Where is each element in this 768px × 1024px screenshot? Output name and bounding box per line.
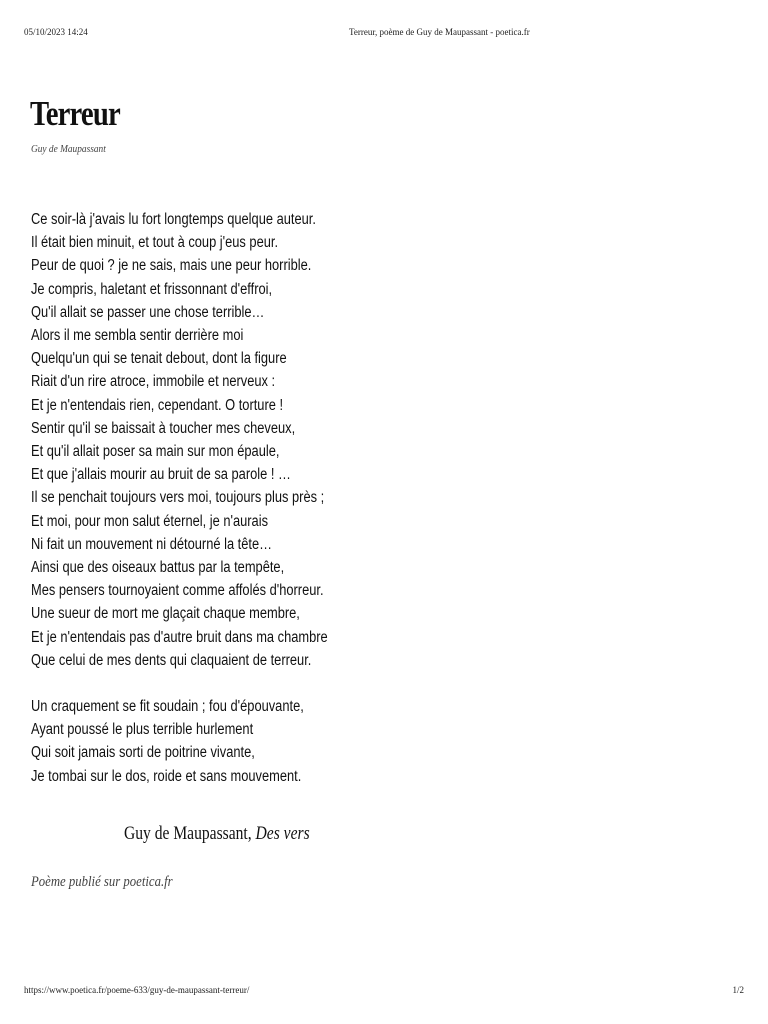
print-page-number: 1/2: [732, 985, 744, 995]
poem-title: Terreur: [30, 94, 120, 133]
verse: Et que j'allais mourir au bruit de sa parole ! …: [31, 466, 291, 484]
verse: Je tombai sur le dos, roide et sans mouvement.: [31, 767, 302, 785]
verse: Et qu'il allait poser sa main sur mon épaule,: [31, 443, 280, 461]
attribution-author[interactable]: Guy de Maupassant: [124, 823, 248, 844]
verse: Et moi, pour mon salut éternel, je n'aurais: [31, 512, 269, 530]
verse: Il était bien minuit, et tout à coup j'eus peur.: [31, 234, 279, 252]
verse: Sentir qu'il se baissait à toucher mes cheveux,: [31, 419, 296, 437]
verse: Je compris, haletant et frissonnant d'effroi,: [31, 280, 273, 298]
verse: Riait d'un rire atroce, immobile et nerveux :: [31, 373, 276, 391]
stanza-1: [31, 208, 328, 672]
verse: Ni fait un mouvement ni détourné la tête…: [31, 535, 272, 553]
verse: Qu'il allait se passer une chose terrible…: [31, 303, 265, 321]
print-date: 05/10/2023 14:24: [24, 27, 88, 37]
poem-attribution: [124, 823, 310, 845]
verse: Et je n'entendais rien, cependant. O torture !: [31, 396, 284, 414]
verse: Alors il me sembla sentir derrière moi: [31, 327, 244, 345]
verse: Un craquement se fit soudain ; fou d'épouvante,: [31, 698, 304, 716]
attribution-separator: ,: [247, 823, 256, 844]
verse: Ce soir-là j'avais lu fort longtemps quelque auteur.: [31, 211, 316, 228]
verse: Mes pensers tournoyaient comme affolés d'horreur.: [31, 582, 324, 600]
print-url: https://www.poetica.fr/poeme-633/guy-de-maupassant-terreur/: [24, 985, 250, 995]
verse: Et je n'entendais pas d'autre bruit dans ma chambre: [31, 628, 328, 646]
verse: Une sueur de mort me glaçait chaque membre,: [31, 605, 300, 623]
verse: Il se penchait toujours vers moi, toujours plus près ;: [31, 489, 325, 507]
poem-author-link[interactable]: Guy de Maupassant: [31, 143, 106, 155]
verse: Ainsi que des oiseaux battus par la tempête,: [31, 559, 285, 577]
print-page-title: Terreur, poème de Guy de Maupassant - poetica.fr: [349, 27, 530, 37]
stanza-2: [31, 695, 328, 788]
published-note: Poème publié sur poetica.fr: [31, 874, 173, 890]
verse: Quelqu'un qui se tenait debout, dont la figure: [31, 350, 287, 368]
verse: Que celui de mes dents qui claquaient de terreur.: [31, 651, 312, 669]
verse: Peur de quoi ? je ne sais, mais une peur horrible.: [31, 257, 312, 275]
verse: Ayant poussé le plus terrible hurlement: [31, 721, 254, 739]
verse: Qui soit jamais sorti de poitrine vivante,: [31, 744, 255, 762]
poem-body: [31, 208, 328, 788]
attribution-work: Des vers: [255, 823, 310, 844]
